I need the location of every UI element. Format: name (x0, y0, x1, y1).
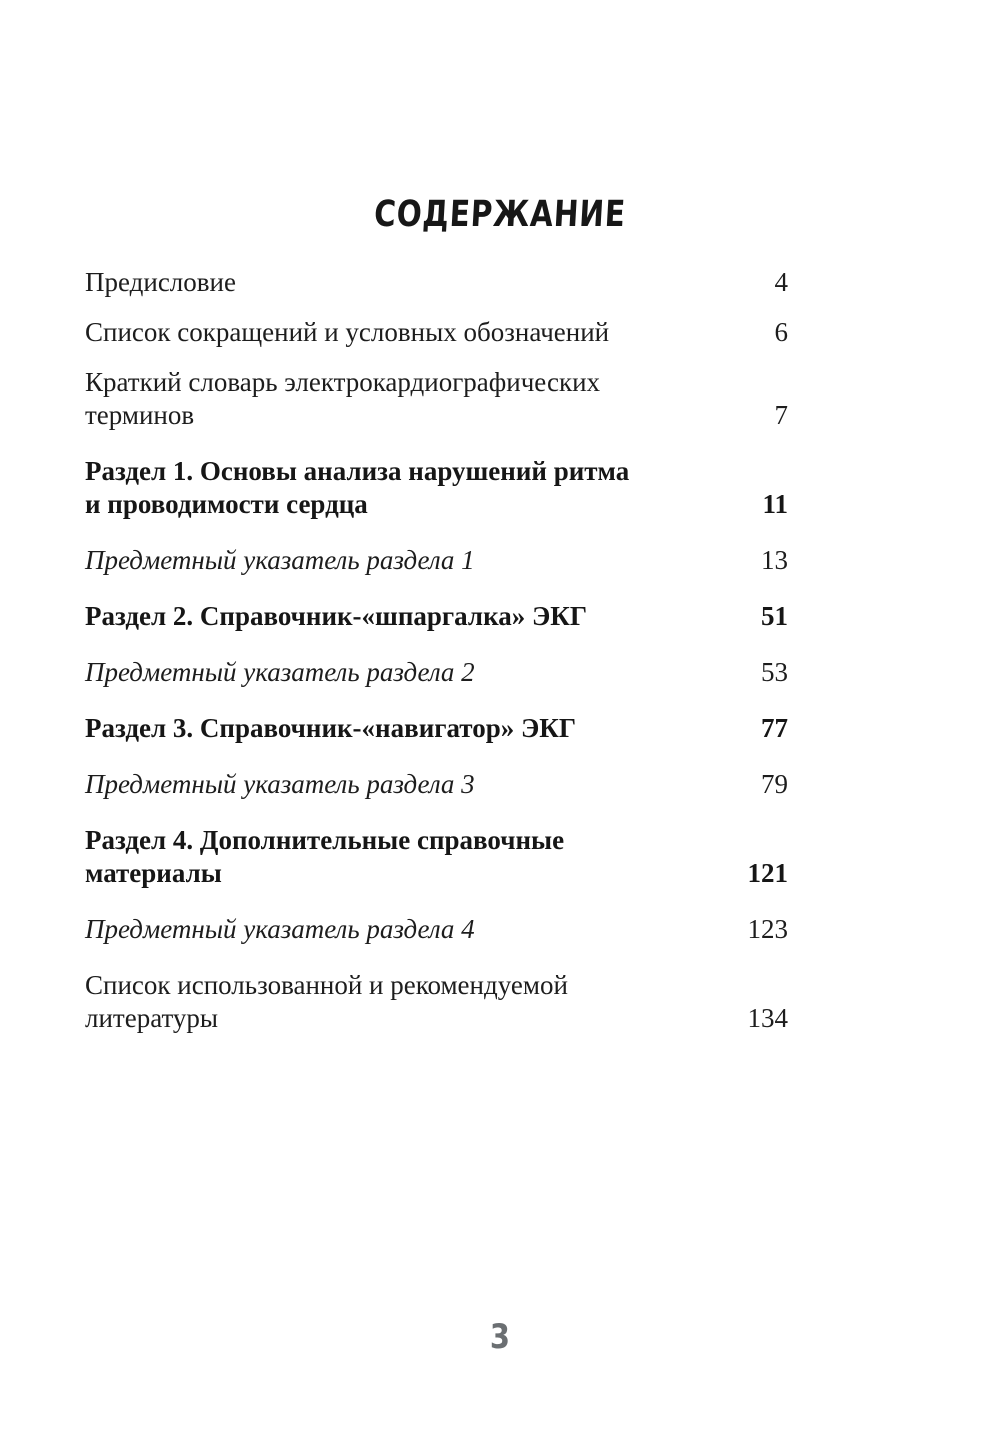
toc-entry-page: 123 (747, 914, 788, 944)
toc-entry (85, 656, 788, 689)
toc-entry-page: 7 (774, 400, 788, 430)
toc-entry-page: 4 (774, 267, 788, 297)
toc-entry-label: Раздел 1. Основы анализа нарушений ритма и проводимости сердца (85, 456, 630, 519)
toc-entry-page: 134 (747, 1003, 788, 1033)
toc-entry-page: 13 (761, 545, 788, 575)
page-title: СОДЕРЖАНИЕ (373, 194, 627, 235)
toc-entry-label: Краткий словарь электрокардиографических терминов (85, 367, 601, 430)
toc-entry-label: Раздел 3. Справочник-«навигатор» ЭКГ (85, 713, 577, 743)
toc-entry-page: 11 (762, 489, 788, 519)
toc-entry (85, 266, 788, 299)
toc-entry (85, 600, 788, 633)
toc-entry-label: Предметный указатель раздела 3 (85, 769, 475, 799)
toc-entry-page: 77 (761, 713, 788, 743)
toc-entry-page: 121 (747, 858, 788, 888)
toc-entry-page: 6 (774, 317, 788, 347)
toc-entry (85, 544, 788, 577)
toc-entry (85, 712, 788, 745)
toc-entry (85, 366, 788, 432)
toc-entry (85, 455, 788, 521)
toc-entry-label: Предметный указатель раздела 1 (85, 545, 475, 575)
toc-entry-label: Раздел 4. Дополнительные справочные материалы (85, 825, 565, 888)
toc-entry-page: 79 (761, 769, 788, 799)
toc-entry-label: Раздел 2. Справочник-«шпаргалка» ЭКГ (85, 601, 588, 631)
toc-entry-label: Предметный указатель раздела 4 (85, 914, 475, 944)
toc-entry-label: Список использованной и рекомендуемой литературы (85, 970, 568, 1033)
toc-entry (85, 316, 788, 349)
toc-entry-label: Список сокращений и условных обозначений (85, 317, 610, 347)
toc-entry-label: Предметный указатель раздела 2 (85, 657, 475, 687)
toc-list (85, 266, 788, 1058)
page-number: 3 (489, 1317, 511, 1357)
toc-entry (85, 824, 788, 890)
toc-entry (85, 969, 788, 1035)
toc-entry (85, 913, 788, 946)
toc-entry (85, 768, 788, 801)
toc-entry-label: Предисловие (85, 267, 236, 297)
toc-entry-page: 53 (761, 657, 788, 687)
toc-entry-page: 51 (761, 601, 788, 631)
